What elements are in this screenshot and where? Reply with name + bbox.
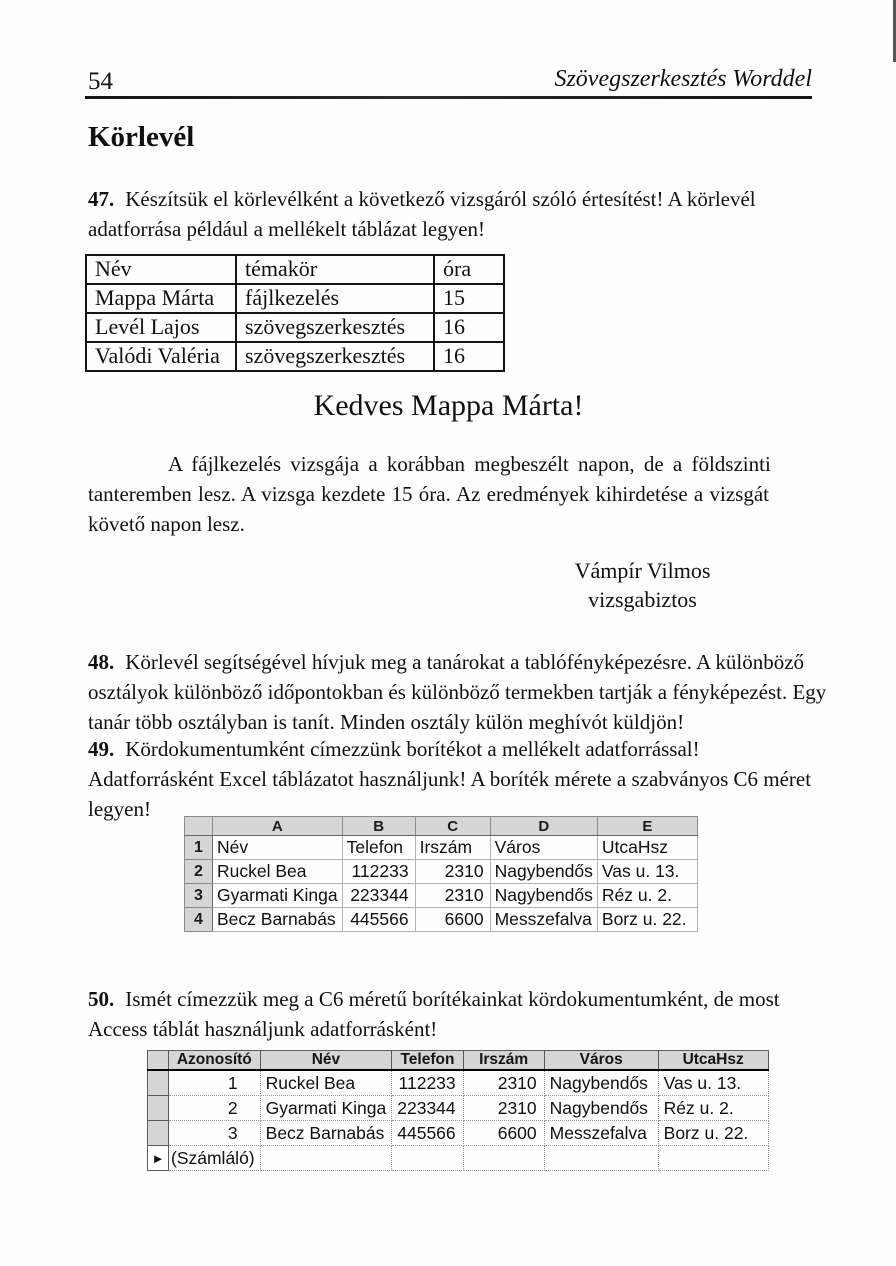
excel-cell: Borz u. 22.	[597, 908, 697, 932]
access-row	[148, 1070, 769, 1096]
excel-cell: Ruckel Bea	[213, 860, 343, 884]
excel-cell: Irszám	[415, 836, 490, 860]
page-number: 54	[88, 68, 113, 95]
excel-column-header: D	[490, 817, 597, 836]
excel-row	[185, 860, 698, 884]
access-cell: Nagybendős	[544, 1070, 658, 1096]
access-cell: 223344	[392, 1096, 463, 1121]
table-header-cell: témakör	[236, 255, 434, 284]
letter-signature	[500, 556, 785, 614]
access-cell: Gyarmati Kinga	[260, 1096, 392, 1121]
access-new-record-label: (Számláló)	[169, 1146, 261, 1171]
excel-cell: Telefon	[342, 836, 415, 860]
excel-cell: 2310	[415, 884, 490, 908]
excel-cell: 112233	[342, 860, 415, 884]
paragraph-line: Készítsük el körlevélként a következő vizsgáról szóló értesítést! A körlevél	[125, 187, 756, 211]
exercise-48-paragraph	[88, 647, 826, 737]
access-cell: Vas u. 13.	[658, 1070, 768, 1096]
access-column-header: Azonosító	[169, 1051, 261, 1071]
excel-row-header: 1	[185, 836, 213, 860]
access-cell: 6600	[463, 1121, 544, 1146]
access-record-marker-icon: ►	[148, 1146, 169, 1171]
excel-column-header: E	[597, 817, 697, 836]
exercise-49-paragraph	[88, 734, 811, 824]
exercise-number: 48.	[88, 650, 115, 674]
access-cell: 2310	[463, 1070, 544, 1096]
excel-cell: 2310	[415, 860, 490, 884]
paragraph-line: Ismét címezzük meg a C6 méretű borítékainkat kördokumentumként, de most	[125, 987, 780, 1011]
exercise-number: 47.	[88, 187, 115, 211]
access-column-header: Irszám	[463, 1051, 544, 1071]
excel-column-header: A	[213, 817, 343, 836]
access-cell: Messzefalva	[544, 1121, 658, 1146]
table-header-cell: óra	[434, 255, 504, 284]
excel-screenshot-table	[184, 816, 698, 932]
access-column-header: Város	[544, 1051, 658, 1071]
excel-cell: Becz Barnabás	[213, 908, 343, 932]
access-cell: Nagybendős	[544, 1096, 658, 1121]
letter-body	[88, 449, 810, 539]
excel-corner-cell	[185, 817, 213, 836]
excel-column-header: C	[415, 817, 490, 836]
excel-row	[185, 836, 698, 860]
excel-cell: 223344	[342, 884, 415, 908]
letter-line: A fájlkezelés vizsgája a korábban megbeszélt napon, de a földszinti	[168, 452, 771, 476]
excel-row-header: 2	[185, 860, 213, 884]
excel-cell: Gyarmati Kinga	[213, 884, 343, 908]
excel-cell: Név	[213, 836, 343, 860]
paragraph-line: adatforrása például a mellékelt táblázat legyen!	[88, 217, 486, 241]
paragraph-line: Adatforrásként Excel táblázatot használjunk! A boríték mérete a szabványos C6 méret	[88, 767, 812, 791]
signature-role: vizsgabiztos	[588, 587, 697, 612]
excel-row	[185, 908, 698, 932]
access-row-selector	[148, 1096, 169, 1121]
access-cell	[658, 1146, 768, 1171]
excel-cell: 445566	[342, 908, 415, 932]
access-row-selector	[148, 1121, 169, 1146]
access-row	[148, 1096, 769, 1121]
access-column-header: UtcaHsz	[658, 1051, 768, 1071]
excel-cell: Nagybendős	[490, 884, 597, 908]
running-header-title: Szövegszerkesztés Worddel	[554, 66, 812, 92]
paragraph-line: Access táblát használjunk adatforrásként!	[88, 1017, 438, 1041]
access-new-record-row	[148, 1146, 769, 1171]
section-heading: Körlevél	[88, 121, 195, 153]
excel-cell: Réz u. 2.	[597, 884, 697, 908]
access-column-header: Név	[260, 1051, 392, 1071]
excel-cell: Nagybendős	[490, 860, 597, 884]
exercise-number: 49.	[88, 737, 115, 761]
access-cell	[463, 1146, 544, 1171]
excel-column-header: B	[342, 817, 415, 836]
table-cell: Levél Lajos	[86, 313, 236, 342]
paragraph-line: Kördokumentumként címezzünk borítékot a mellékelt adatforrással!	[125, 737, 700, 761]
excel-cell: Vas u. 13.	[597, 860, 697, 884]
exercise-47-paragraph	[88, 184, 756, 244]
access-corner-cell	[148, 1051, 169, 1071]
source-data-table	[85, 254, 505, 372]
excel-cell: UtcaHsz	[597, 836, 697, 860]
table-row	[86, 284, 504, 313]
table-cell: 16	[434, 342, 504, 371]
table-cell: Mappa Márta	[86, 284, 236, 313]
access-cell	[392, 1146, 463, 1171]
access-cell: Becz Barnabás	[260, 1121, 392, 1146]
signature-name: Vámpír Vilmos	[574, 558, 711, 583]
exercise-50-paragraph	[88, 984, 780, 1044]
excel-cell: 6600	[415, 908, 490, 932]
access-cell: 445566	[392, 1121, 463, 1146]
paragraph-line: Körlevél segítségével hívjuk meg a tanárokat a tablófényképezésre. A különböző	[125, 650, 805, 674]
letter-salutation: Kedves Mappa Márta!	[313, 389, 584, 422]
access-cell: 2	[169, 1096, 261, 1121]
exercise-number: 50.	[88, 987, 115, 1011]
letter-line: tanteremben lesz. A vizsga kezdete 15 óra. Az eredmények kihirdetése a vizsgát	[88, 482, 769, 506]
access-cell: 3	[169, 1121, 261, 1146]
table-cell: szövegszerkesztés	[236, 313, 434, 342]
access-row-selector	[148, 1070, 169, 1096]
access-row	[148, 1121, 769, 1146]
paragraph-line: legyen!	[88, 797, 151, 821]
table-cell: 16	[434, 313, 504, 342]
access-cell	[544, 1146, 658, 1171]
access-screenshot-table	[147, 1050, 769, 1171]
access-cell: Réz u. 2.	[658, 1096, 768, 1121]
table-cell: szövegszerkesztés	[236, 342, 434, 371]
table-cell: 15	[434, 284, 504, 313]
access-cell: 1	[169, 1070, 261, 1096]
excel-cell: Messzefalva	[490, 908, 597, 932]
table-cell: fájlkezelés	[236, 284, 434, 313]
paragraph-line: tanár több osztályban is tanít. Minden osztály külön meghívót küldjön!	[88, 710, 685, 734]
access-column-header: Telefon	[392, 1051, 463, 1071]
access-cell: 112233	[392, 1070, 463, 1096]
excel-row	[185, 884, 698, 908]
excel-cell: Város	[490, 836, 597, 860]
table-header-cell: Név	[86, 255, 236, 284]
table-cell: Valódi Valéria	[86, 342, 236, 371]
paragraph-line: osztályok különböző időpontokban és különböző termekben tartják a fényképezést. Egy	[88, 680, 827, 704]
header-rule	[85, 96, 812, 99]
access-cell	[260, 1146, 392, 1171]
table-row	[86, 342, 504, 371]
access-cell: Borz u. 22.	[658, 1121, 768, 1146]
access-cell: Ruckel Bea	[260, 1070, 392, 1096]
access-cell: 2310	[463, 1096, 544, 1121]
table-row	[86, 313, 504, 342]
excel-row-header: 4	[185, 908, 213, 932]
excel-row-header: 3	[185, 884, 213, 908]
letter-line: követő napon lesz.	[88, 512, 245, 536]
